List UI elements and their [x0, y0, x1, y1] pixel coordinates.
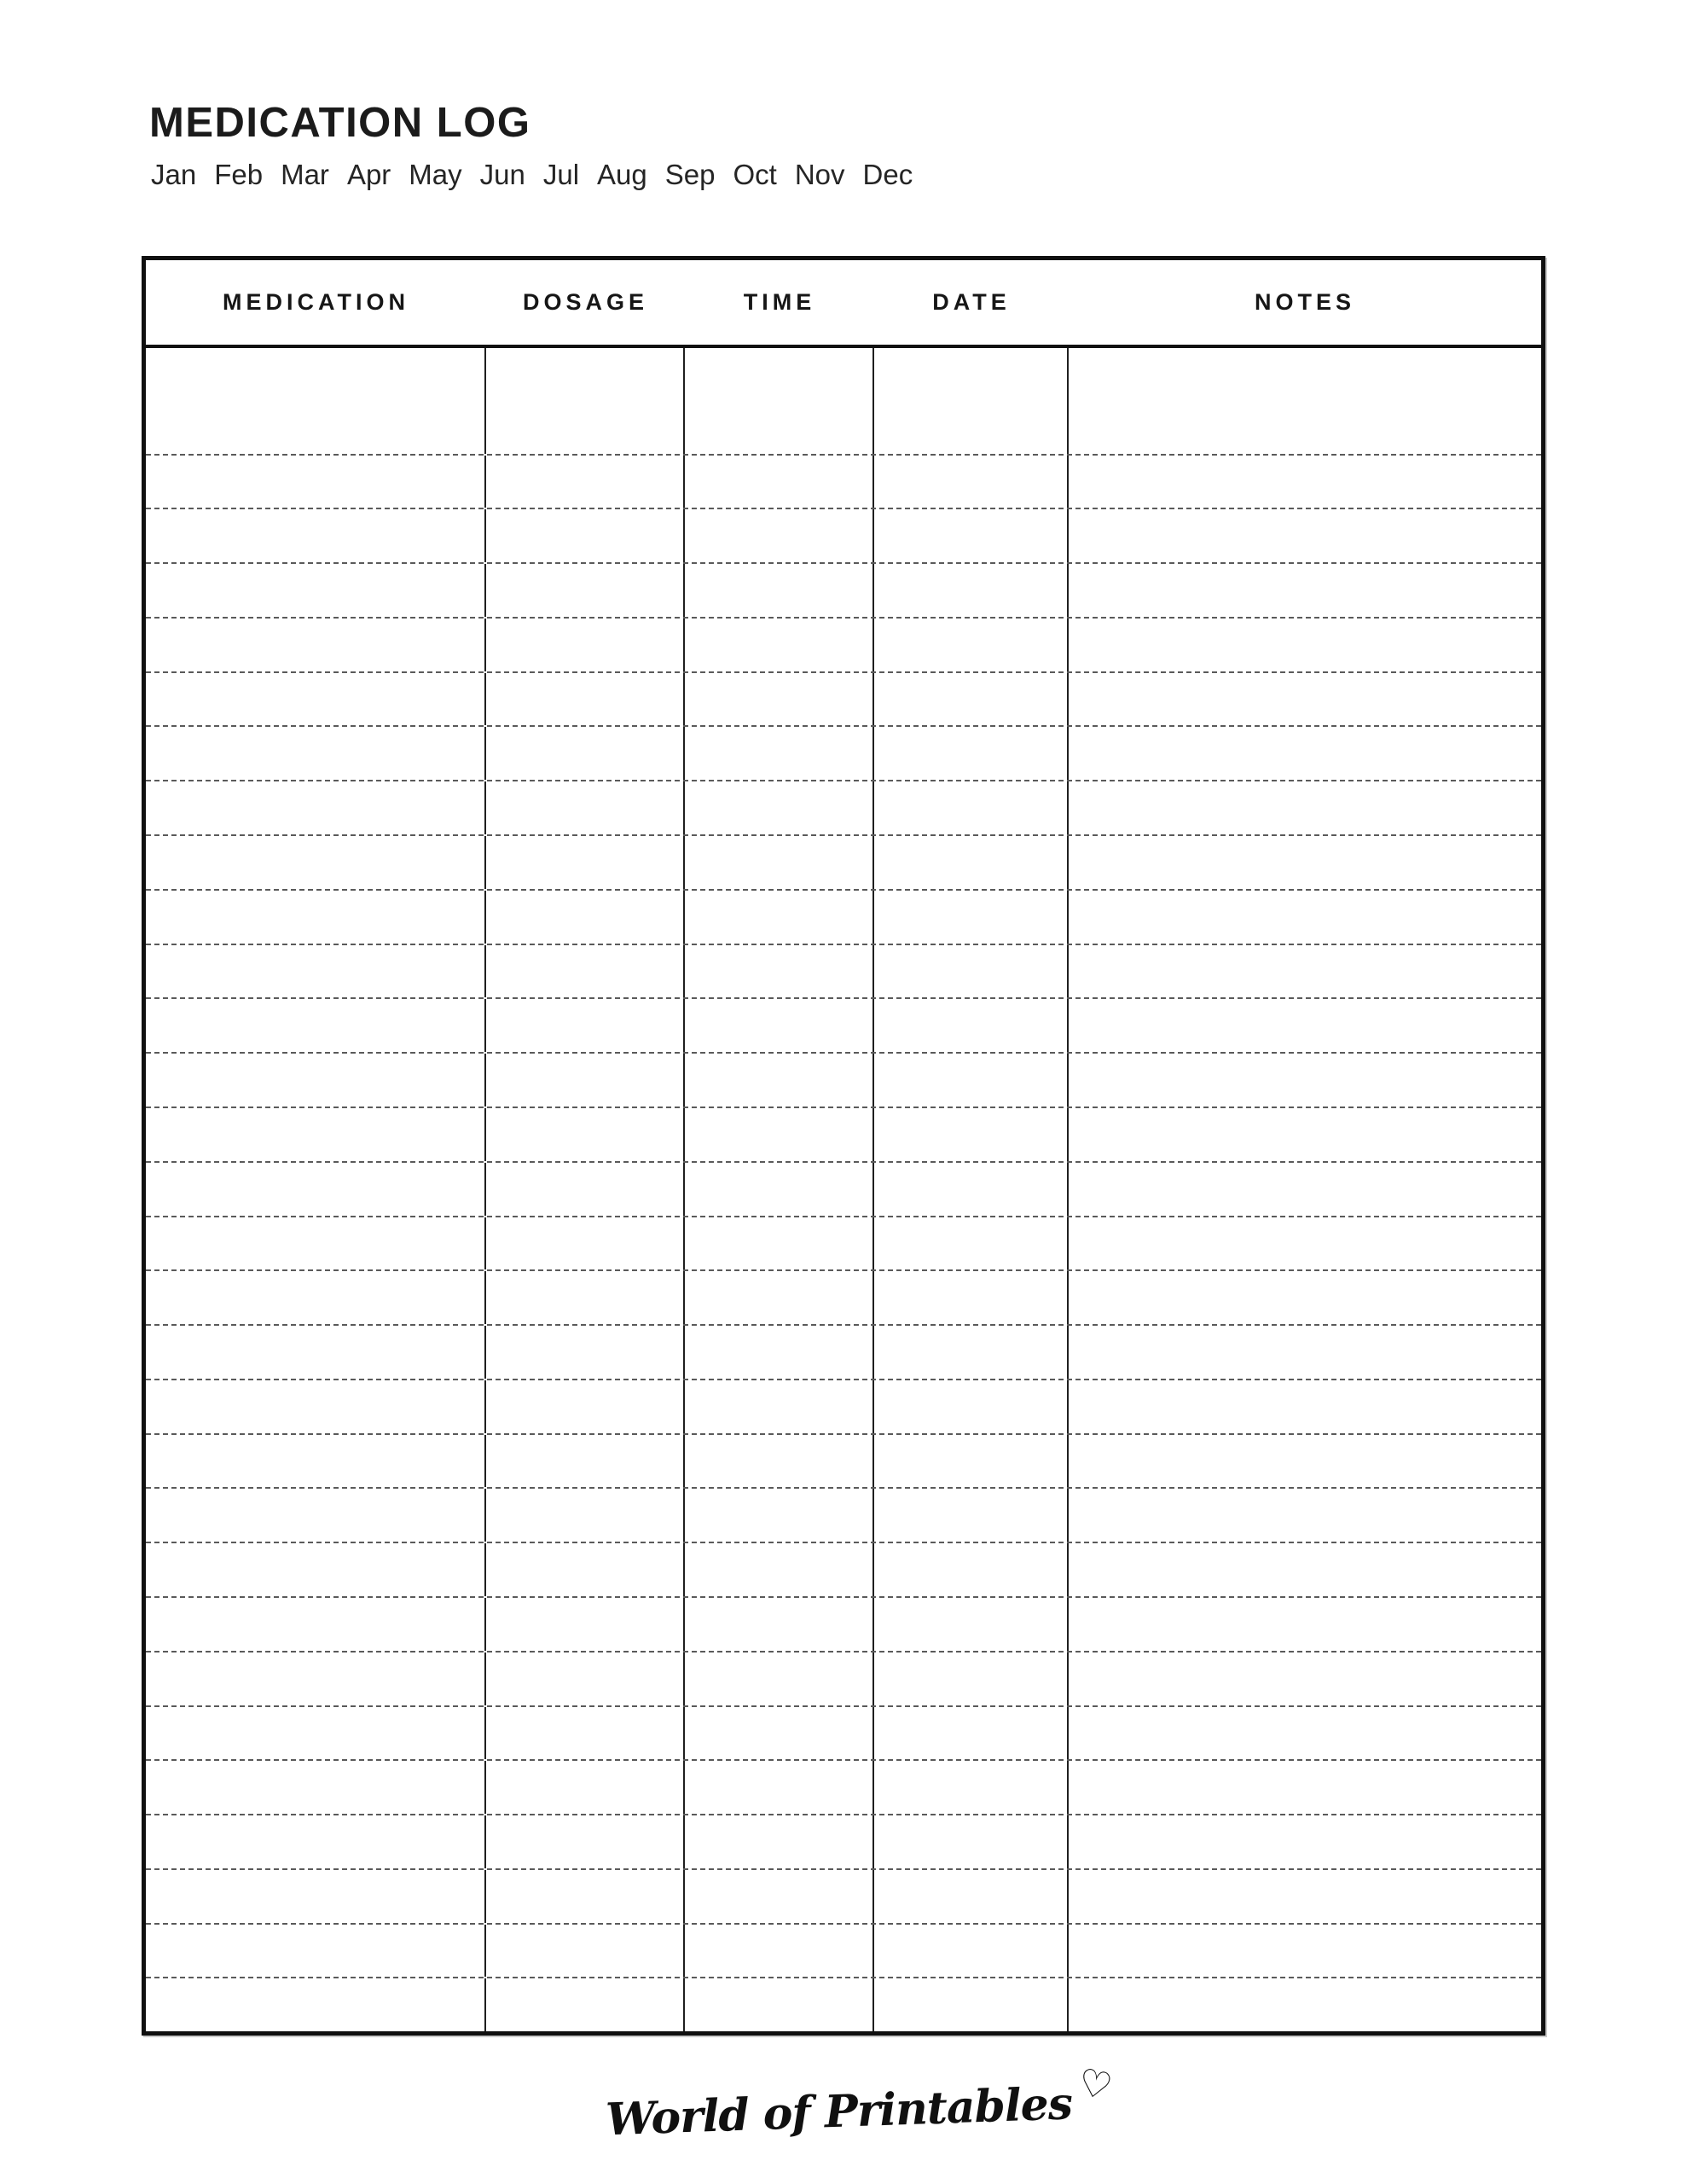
cell-dosage[interactable]: [486, 1108, 685, 1161]
cell-medication[interactable]: [146, 1707, 486, 1760]
cell-notes[interactable]: [1069, 1163, 1541, 1216]
table-body: [146, 348, 1541, 2031]
cell-date[interactable]: [874, 1598, 1069, 1651]
cell-notes[interactable]: [1069, 727, 1541, 780]
cell-time[interactable]: [685, 348, 874, 401]
cell-medication[interactable]: [146, 1271, 486, 1324]
cell-time[interactable]: [685, 1707, 874, 1760]
cell-date[interactable]: [874, 1707, 1069, 1760]
cell-date[interactable]: [874, 836, 1069, 889]
cell-notes[interactable]: [1069, 1435, 1541, 1488]
cell-medication[interactable]: [146, 1925, 486, 1978]
table-row: [146, 348, 1541, 401]
cell-date[interactable]: [874, 1380, 1069, 1433]
cell-time[interactable]: [685, 1978, 874, 2031]
cell-date[interactable]: [874, 1870, 1069, 1923]
cell-dosage[interactable]: [486, 1925, 685, 1978]
column-header-notes: NOTES: [1254, 289, 1355, 315]
cell-notes[interactable]: [1069, 673, 1541, 726]
column-header-medication: MEDICATION: [223, 289, 409, 315]
table-row: [146, 1054, 1541, 1108]
month-mar[interactable]: Mar: [281, 159, 329, 190]
cell-notes[interactable]: [1069, 619, 1541, 671]
cell-dosage[interactable]: [486, 1163, 685, 1216]
cell-date[interactable]: [874, 1543, 1069, 1596]
cell-time[interactable]: [685, 456, 874, 508]
page-title: MEDICATION LOG: [149, 100, 531, 146]
month-jun[interactable]: Jun: [479, 159, 525, 190]
cell-medication[interactable]: [146, 1163, 486, 1216]
cell-medication[interactable]: [146, 1761, 486, 1814]
cell-notes[interactable]: [1069, 1925, 1541, 1978]
cell-time[interactable]: [685, 945, 874, 998]
cell-date[interactable]: [874, 1761, 1069, 1814]
cell-date[interactable]: [874, 781, 1069, 834]
cell-date[interactable]: [874, 1326, 1069, 1379]
cell-date[interactable]: [874, 509, 1069, 562]
table-row: [146, 619, 1541, 673]
cell-medication[interactable]: [146, 564, 486, 617]
cell-medication[interactable]: [146, 348, 486, 401]
cell-medication[interactable]: [146, 1653, 486, 1705]
cell-notes[interactable]: [1069, 1380, 1541, 1433]
cell-notes[interactable]: [1069, 1108, 1541, 1161]
cell-time[interactable]: [685, 1163, 874, 1216]
month-nov[interactable]: Nov: [794, 159, 845, 190]
cell-notes[interactable]: [1069, 836, 1541, 889]
cell-notes[interactable]: [1069, 1761, 1541, 1814]
cell-date[interactable]: [874, 1108, 1069, 1161]
cell-medication[interactable]: [146, 401, 486, 454]
brand-logo-text: World of Printables: [605, 2077, 1073, 2146]
cell-time[interactable]: [685, 1108, 874, 1161]
cell-time[interactable]: [685, 1054, 874, 1107]
cell-medication[interactable]: [146, 1054, 486, 1107]
cell-date[interactable]: [874, 619, 1069, 671]
cell-time[interactable]: [685, 509, 874, 562]
table-row: [146, 1870, 1541, 1925]
cell-notes[interactable]: [1069, 1978, 1541, 2031]
cell-medication[interactable]: [146, 619, 486, 671]
cell-dosage[interactable]: [486, 1326, 685, 1379]
cell-time[interactable]: [685, 1489, 874, 1542]
cell-time[interactable]: [685, 1870, 874, 1923]
cell-date[interactable]: [874, 348, 1069, 401]
cell-time[interactable]: [685, 1761, 874, 1814]
cell-date[interactable]: [874, 1054, 1069, 1107]
table-header-row: [146, 260, 1541, 348]
cell-notes[interactable]: [1069, 1598, 1541, 1651]
cell-notes[interactable]: [1069, 1653, 1541, 1705]
cell-time[interactable]: [685, 1326, 874, 1379]
month-aug[interactable]: Aug: [597, 159, 647, 190]
cell-notes[interactable]: [1069, 1707, 1541, 1760]
table-row: [146, 509, 1541, 564]
table-row: [146, 1489, 1541, 1543]
table-row: [146, 673, 1541, 728]
cell-medication[interactable]: [146, 1380, 486, 1433]
cell-date[interactable]: [874, 1925, 1069, 1978]
column-header-time: TIME: [743, 289, 816, 315]
cell-medication[interactable]: [146, 673, 486, 726]
table-row: [146, 1380, 1541, 1435]
cell-notes[interactable]: [1069, 945, 1541, 998]
cell-time[interactable]: [685, 999, 874, 1052]
cell-date[interactable]: [874, 456, 1069, 508]
cell-time[interactable]: [685, 1653, 874, 1705]
cell-time[interactable]: [685, 836, 874, 889]
cell-medication[interactable]: [146, 1543, 486, 1596]
column-header-date: DATE: [932, 289, 1011, 315]
cell-time[interactable]: [685, 1925, 874, 1978]
cell-medication[interactable]: [146, 1435, 486, 1488]
table-row: [146, 1543, 1541, 1598]
cell-dosage[interactable]: [486, 1653, 685, 1705]
table-row: [146, 945, 1541, 1000]
cell-dosage[interactable]: [486, 999, 685, 1052]
table-row: [146, 836, 1541, 891]
month-apr[interactable]: Apr: [346, 159, 391, 190]
month-oct[interactable]: Oct: [733, 159, 777, 190]
table-row: [146, 564, 1541, 619]
cell-time[interactable]: [685, 564, 874, 617]
month-selector-row: [151, 159, 913, 191]
cell-time[interactable]: [685, 727, 874, 780]
cell-time[interactable]: [685, 1815, 874, 1868]
month-jul[interactable]: Jul: [542, 159, 580, 190]
table-row: [146, 1978, 1541, 2031]
cell-medication[interactable]: [146, 1870, 486, 1923]
cell-notes[interactable]: [1069, 564, 1541, 617]
cell-date[interactable]: [874, 1435, 1069, 1488]
cell-time[interactable]: [685, 891, 874, 944]
cell-dosage[interactable]: [486, 1815, 685, 1868]
cell-dosage[interactable]: [486, 1870, 685, 1923]
cell-date[interactable]: [874, 727, 1069, 780]
cell-dosage[interactable]: [486, 456, 685, 508]
cell-dosage[interactable]: [486, 1707, 685, 1760]
cell-dosage[interactable]: [486, 1761, 685, 1814]
cell-time[interactable]: [685, 1217, 874, 1270]
cell-medication[interactable]: [146, 781, 486, 834]
table-row: [146, 999, 1541, 1054]
cell-date[interactable]: [874, 999, 1069, 1052]
cell-dosage[interactable]: [486, 1271, 685, 1324]
table-row: [146, 456, 1541, 510]
cell-dosage[interactable]: [486, 1543, 685, 1596]
cell-time[interactable]: [685, 619, 874, 671]
cell-time[interactable]: [685, 673, 874, 726]
cell-dosage[interactable]: [486, 1598, 685, 1651]
cell-dosage[interactable]: [486, 348, 685, 401]
cell-date[interactable]: [874, 1815, 1069, 1868]
cell-medication[interactable]: [146, 1815, 486, 1868]
table-row: [146, 1707, 1541, 1762]
cell-medication[interactable]: [146, 509, 486, 562]
table-row: [146, 1163, 1541, 1217]
cell-dosage[interactable]: [486, 1054, 685, 1107]
cell-notes[interactable]: [1069, 1217, 1541, 1270]
cell-notes[interactable]: [1069, 1326, 1541, 1379]
cell-date[interactable]: [874, 1163, 1069, 1216]
table-row: [146, 781, 1541, 836]
cell-date[interactable]: [874, 1217, 1069, 1270]
cell-medication[interactable]: [146, 1598, 486, 1651]
column-header-dosage: DOSAGE: [522, 289, 649, 315]
cell-notes[interactable]: [1069, 456, 1541, 508]
cell-notes[interactable]: [1069, 1054, 1541, 1107]
cell-date[interactable]: [874, 401, 1069, 454]
cell-notes[interactable]: [1069, 401, 1541, 454]
table-row: [146, 1271, 1541, 1326]
cell-dosage[interactable]: [486, 1217, 685, 1270]
cell-time[interactable]: [685, 1380, 874, 1433]
cell-dosage[interactable]: [486, 673, 685, 726]
table-row: [146, 1761, 1541, 1815]
cell-date[interactable]: [874, 673, 1069, 726]
cell-date[interactable]: [874, 891, 1069, 944]
cell-notes[interactable]: [1069, 1271, 1541, 1324]
cell-notes[interactable]: [1069, 1489, 1541, 1542]
cell-dosage[interactable]: [486, 1380, 685, 1433]
cell-time[interactable]: [685, 1543, 874, 1596]
cell-notes[interactable]: [1069, 1870, 1541, 1923]
table-row: [146, 727, 1541, 781]
month-sep[interactable]: Sep: [664, 159, 716, 190]
cell-medication[interactable]: [146, 999, 486, 1052]
cell-dosage[interactable]: [486, 564, 685, 617]
cell-notes[interactable]: [1069, 348, 1541, 401]
table-row: [146, 401, 1541, 456]
cell-dosage[interactable]: [486, 891, 685, 944]
cell-medication[interactable]: [146, 1108, 486, 1161]
cell-dosage[interactable]: [486, 1978, 685, 2031]
month-dec[interactable]: Dec: [862, 159, 913, 190]
table-row: [146, 1435, 1541, 1490]
cell-dosage[interactable]: [486, 836, 685, 889]
brand-logo: [605, 2059, 1116, 2146]
cell-notes[interactable]: [1069, 891, 1541, 944]
cell-date[interactable]: [874, 1653, 1069, 1705]
cell-medication[interactable]: [146, 891, 486, 944]
cell-time[interactable]: [685, 1598, 874, 1651]
cell-medication[interactable]: [146, 727, 486, 780]
table-row: [146, 1815, 1541, 1870]
cell-dosage[interactable]: [486, 509, 685, 562]
heart-icon: ♡: [1074, 2059, 1116, 2110]
table-row: [146, 1326, 1541, 1380]
cell-time[interactable]: [685, 1435, 874, 1488]
cell-date[interactable]: [874, 1978, 1069, 2031]
cell-date[interactable]: [874, 564, 1069, 617]
cell-date[interactable]: [874, 1271, 1069, 1324]
month-feb[interactable]: Feb: [214, 159, 264, 190]
cell-notes[interactable]: [1069, 781, 1541, 834]
cell-time[interactable]: [685, 401, 874, 454]
month-jan[interactable]: Jan: [151, 159, 197, 190]
cell-medication[interactable]: [146, 836, 486, 889]
cell-date[interactable]: [874, 945, 1069, 998]
month-may[interactable]: May: [409, 159, 462, 190]
table-row: [146, 1108, 1541, 1163]
cell-medication[interactable]: [146, 1978, 486, 2031]
cell-notes[interactable]: [1069, 509, 1541, 562]
cell-dosage[interactable]: [486, 1489, 685, 1542]
cell-notes[interactable]: [1069, 999, 1541, 1052]
cell-dosage[interactable]: [486, 1435, 685, 1488]
medication-table: [142, 256, 1545, 2036]
cell-medication[interactable]: [146, 1326, 486, 1379]
cell-dosage[interactable]: [486, 727, 685, 780]
cell-time[interactable]: [685, 781, 874, 834]
cell-dosage[interactable]: [486, 781, 685, 834]
cell-dosage[interactable]: [486, 401, 685, 454]
cell-date[interactable]: [874, 1489, 1069, 1542]
cell-medication[interactable]: [146, 456, 486, 508]
table-row: [146, 891, 1541, 945]
table-row: [146, 1925, 1541, 1979]
cell-dosage[interactable]: [486, 945, 685, 998]
cell-dosage[interactable]: [486, 619, 685, 671]
table-row: [146, 1653, 1541, 1707]
table-row: [146, 1598, 1541, 1653]
cell-medication[interactable]: [146, 1217, 486, 1270]
table-row: [146, 1217, 1541, 1272]
cell-medication[interactable]: [146, 1489, 486, 1542]
cell-medication[interactable]: [146, 945, 486, 998]
cell-notes[interactable]: [1069, 1543, 1541, 1596]
cell-notes[interactable]: [1069, 1815, 1541, 1868]
cell-time[interactable]: [685, 1271, 874, 1324]
